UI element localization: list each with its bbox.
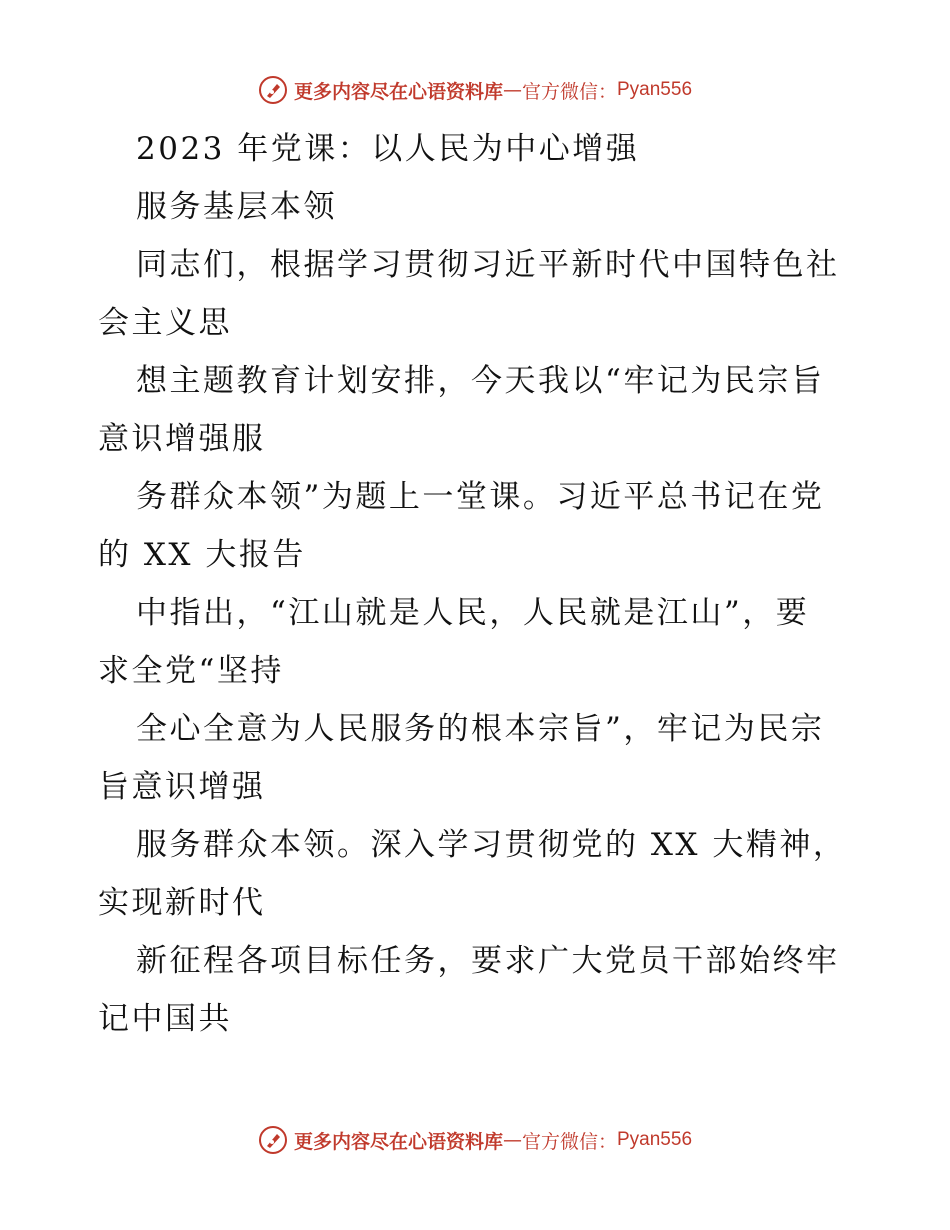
watermark-footer	[0, 1120, 950, 1160]
doc-paragraph-line: 想主题教育计划安排，今天我以“牢记为民宗旨	[136, 363, 825, 399]
doc-paragraph-line: 意识增强服	[98, 421, 266, 457]
doc-paragraph-line: 求全党“坚持	[98, 653, 284, 689]
doc-paragraph-line: 的 XX 大报告	[98, 537, 306, 573]
watermark-header	[0, 70, 950, 110]
doc-paragraph-line: 实现新时代	[98, 885, 266, 921]
doc-paragraph-line: 会主义思	[98, 305, 232, 341]
pen-nib-circle-icon	[258, 1125, 288, 1155]
doc-paragraph-line: 服务群众本领。深入学习贯彻党的 XX 大精神，	[136, 827, 847, 863]
doc-paragraph-line: 同志们，根据学习贯彻习近平新时代中国特色社	[136, 247, 840, 283]
watermark-wechat-id: Pyan556	[617, 79, 693, 100]
doc-paragraph-line: 务群众本领”为题上一堂课。习近平总书记在党	[136, 479, 825, 515]
watermark-separator: —	[502, 79, 522, 101]
watermark-label: 官方微信：	[521, 80, 617, 103]
document-body	[98, 120, 858, 1048]
doc-paragraph-line: 中指出，“江山就是人民，人民就是江山”，要	[136, 595, 810, 631]
doc-paragraph-line: 新征程各项目标任务，要求广大党员干部始终牢	[136, 943, 840, 979]
watermark-separator: —	[502, 1129, 522, 1151]
watermark-wechat-id: Pyan556	[617, 1129, 693, 1150]
watermark-label: 官方微信：	[521, 1130, 617, 1153]
doc-paragraph-line: 全心全意为人民服务的根本宗旨”，牢记为民宗	[136, 711, 825, 747]
watermark-text: 更多内容尽在心语资料库	[293, 1130, 503, 1153]
pen-nib-circle-icon	[258, 75, 288, 105]
doc-title-line-1: 2023 年党课：以人民为中心增强	[136, 131, 640, 167]
doc-paragraph-line: 记中国共	[98, 1001, 232, 1037]
doc-paragraph-line: 旨意识增强	[98, 769, 266, 805]
doc-title-line-2: 服务基层本领	[136, 189, 337, 225]
watermark-text: 更多内容尽在心语资料库	[293, 80, 503, 103]
